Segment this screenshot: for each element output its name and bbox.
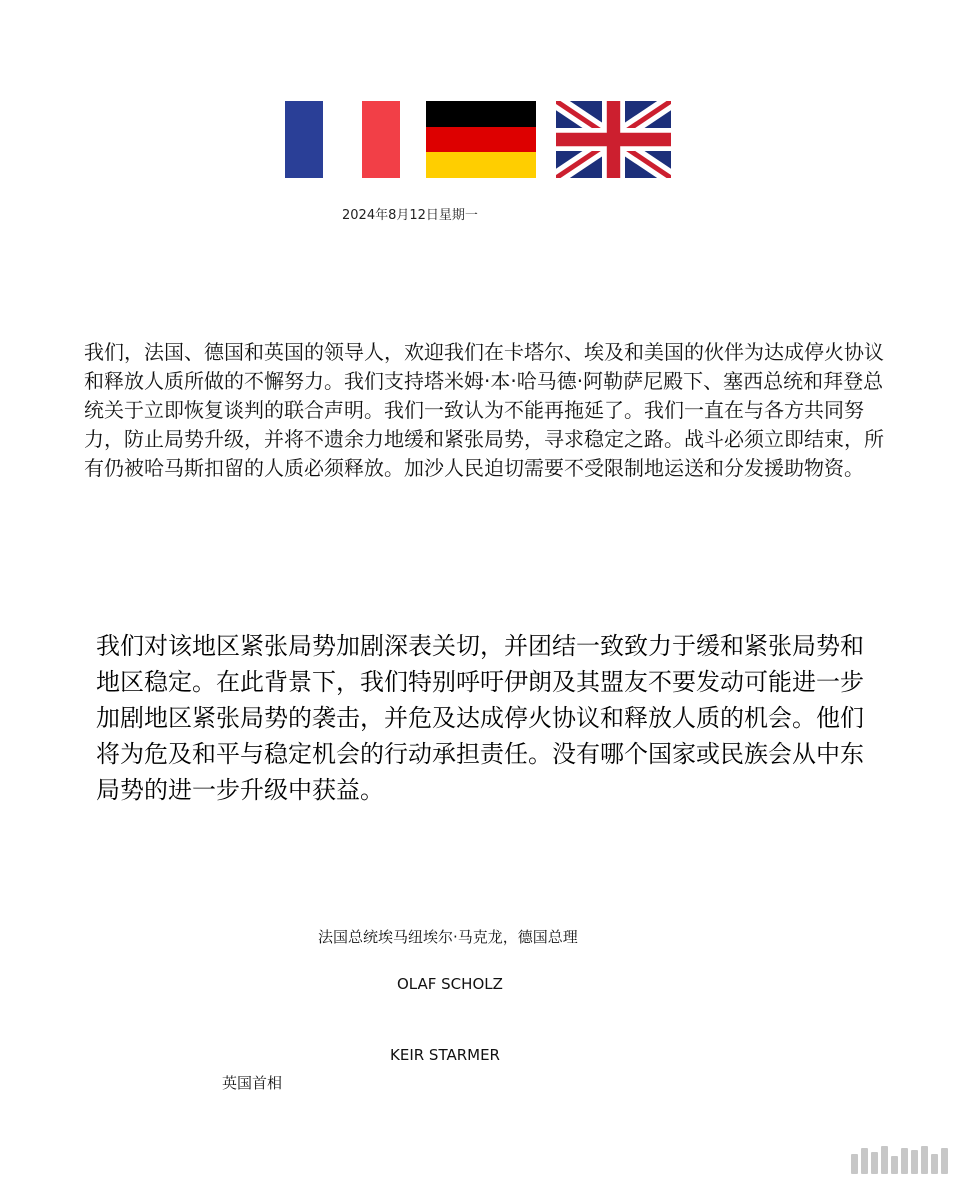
signature-uk-name: KEIR STARMER bbox=[390, 1046, 500, 1064]
signature-france-line: 法国总统埃马纽埃尔·马克龙，德国总理 bbox=[318, 928, 578, 946]
germany-flag-icon bbox=[426, 101, 536, 178]
bars-watermark-icon bbox=[851, 1146, 948, 1174]
france-flag-blue bbox=[285, 101, 323, 178]
flags-row bbox=[285, 101, 671, 178]
france-flag-red bbox=[362, 101, 400, 178]
france-flag-icon bbox=[285, 101, 400, 178]
germany-flag-red bbox=[426, 127, 536, 153]
germany-flag-gold bbox=[426, 152, 536, 178]
document-date: 2024年8月12日星期一 bbox=[342, 208, 478, 223]
signature-germany-name: OLAF SCHOLZ bbox=[397, 975, 503, 993]
paragraph-ceasefire: 我们，法国、德国和英国的领导人，欢迎我们在卡塔尔、埃及和美国的伙伴为达成停火协议和释放人质所做的不懈努力。我们支持塔米姆·本·哈马德·阿勒萨尼殿下、塞西总统和拜登总统关于立即恢复谈判的联合声明。我们一致认为不能再拖延了。我们一直在与各方共同努力，防止局势升级，并将不遗余力地缓和紧张局势，寻求稳定之路。战斗必须立即结束，所有仍被哈马斯扣留的人质必须释放。加沙人民迫切需要不受限制地运送和分发援助物资。 bbox=[84, 340, 884, 480]
france-flag-white bbox=[323, 101, 361, 178]
uk-flag-icon bbox=[556, 101, 671, 178]
signature-uk-title: 英国首相 bbox=[222, 1074, 283, 1092]
germany-flag-black bbox=[426, 101, 536, 127]
paragraph-regional-tension: 我们对该地区紧张局势加剧深表关切，并团结一致致力于缓和紧张局势和地区稳定。在此背景下，我们特别呼吁伊朗及其盟友不要发动可能进一步加剧地区紧张局势的袭击，并危及达成停火协议和释放人质的机会。他们将为危及和平与稳定机会的行动承担责任。没有哪个国家或民族会从中东局势的进一步升级中获益。 bbox=[96, 632, 864, 804]
